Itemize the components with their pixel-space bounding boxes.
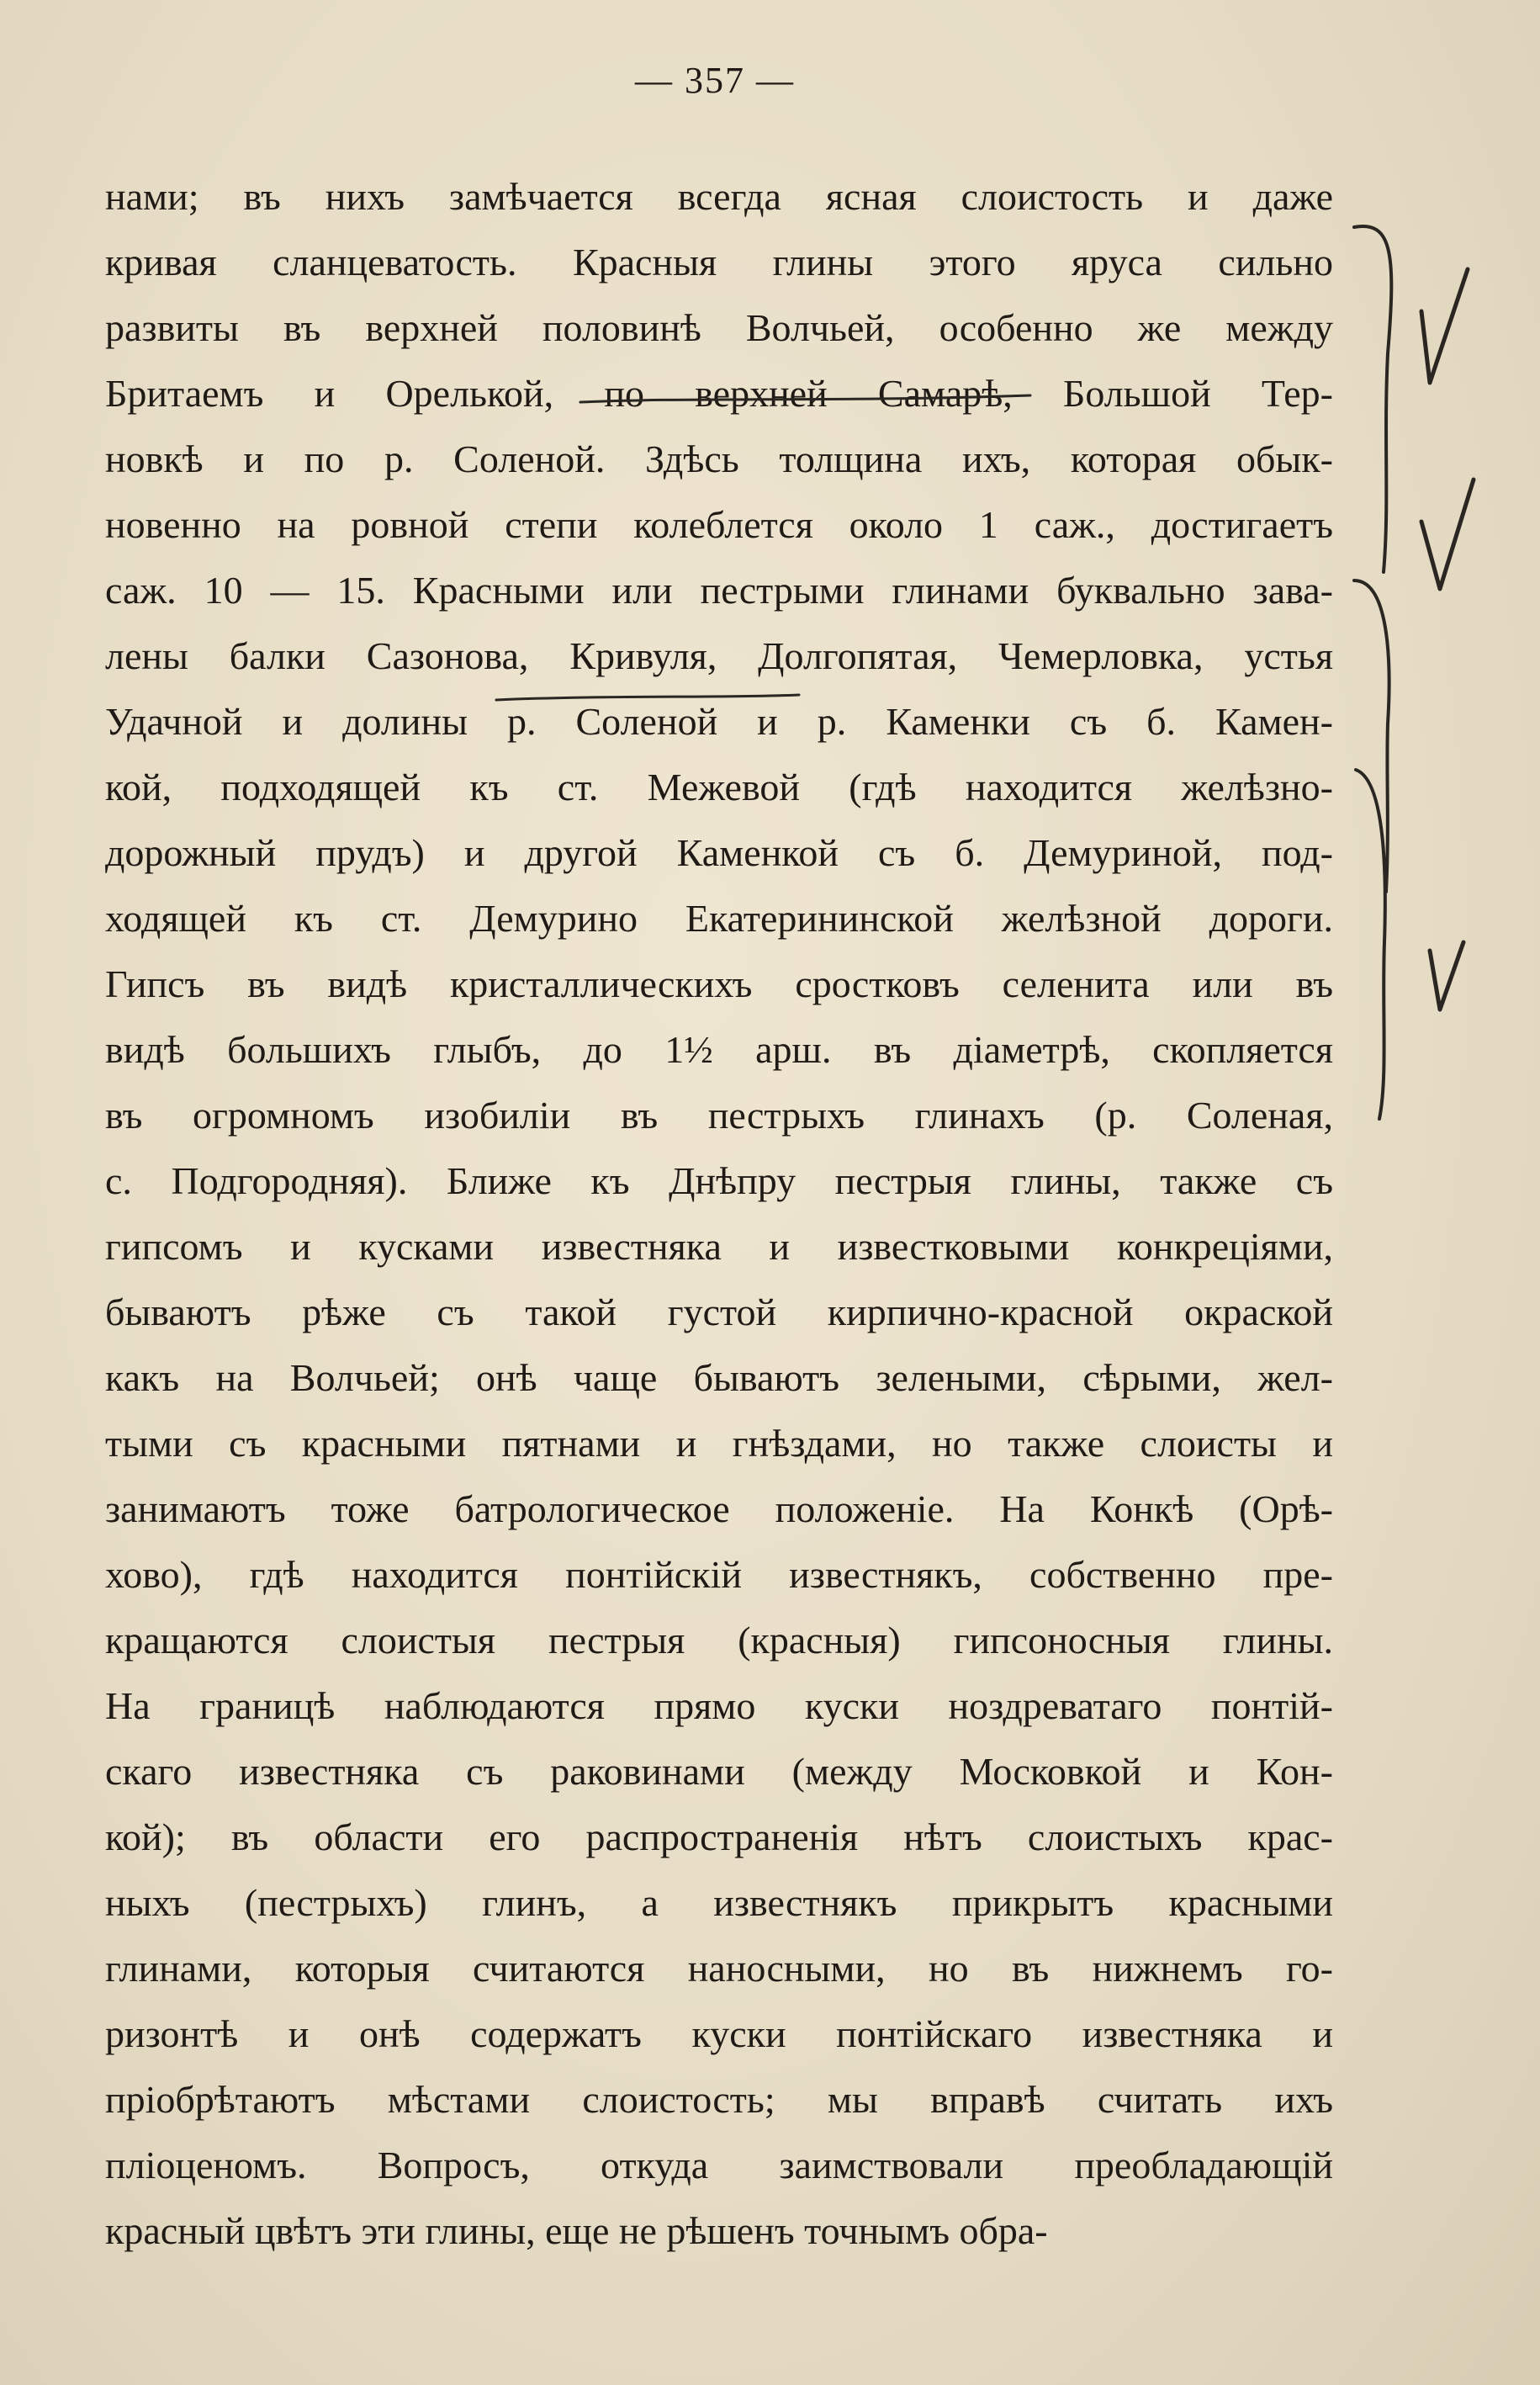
text-line: нами; въ нихъ замѣчается всегда ясная слоистость и даже [105, 175, 1333, 218]
text-line: ныхъ (пестрыхъ) глинъ, а известнякъ прикрытъ красными [105, 1881, 1333, 1924]
text-line: новенно на ровной степи колеблется около 1 саж., достигаетъ [105, 503, 1333, 546]
text-line: Бритаемъ и Орелькой, по верхней Самарѣ, Большой Тер- [105, 372, 1333, 415]
text-line: тыми съ красными пятнами и гнѣздами, но также слоисты и [105, 1422, 1333, 1465]
check-mark [1421, 269, 1468, 383]
text-line: гипсомъ и кусками известняка и известковыми конкреціями, [105, 1225, 1333, 1268]
text-line: лены балки Сазонова, Кривуля, Долгопятая, Чемерловка, устья [105, 634, 1333, 677]
check-mark [1421, 480, 1474, 589]
margin-bracket [1356, 770, 1385, 1119]
text-line: какъ на Волчьей; онѣ чаще бываютъ зелеными, сѣрыми, жел- [105, 1356, 1333, 1399]
text-line: пліоценомъ. Вопросъ, откуда заимствовали преобладающій [105, 2144, 1333, 2186]
text-line: въ огромномъ изобиліи въ пестрыхъ глинахъ (р. Соленая, [105, 1094, 1333, 1137]
margin-bracket [1354, 226, 1391, 572]
text-line: занимаютъ тоже батрологическое положеніе. На Конкѣ (Орѣ- [105, 1487, 1333, 1530]
text-line: хово), гдѣ находится понтійскій известнякъ, собственно пре- [105, 1553, 1333, 1596]
text-line: с. Подгородняя). Ближе къ Днѣпру пестрыя глины, также съ [105, 1159, 1333, 1202]
text-line: пріобрѣтаютъ мѣстами слоистость; мы вправѣ считать ихъ [105, 2078, 1333, 2121]
text-line: На границѣ наблюдаются прямо куски ноздреватаго понтій- [105, 1684, 1333, 1727]
text-line: кой, подходящей къ ст. Межевой (гдѣ находится желѣзно- [105, 766, 1333, 808]
text-line: кривая сланцеватость. Красныя глины этого яруса сильно [105, 241, 1333, 284]
text-line: кращаются слоистыя пестрыя (красныя) гипсоносныя глины. [105, 1619, 1333, 1662]
underline-mark [580, 395, 1030, 402]
text-line: кой); въ области его распространенія нѣтъ слоистыхъ крас- [105, 1815, 1333, 1858]
text-line: Удачной и долины р. Соленой и р. Каменки съ б. Камен- [105, 700, 1333, 743]
text-line: новкѣ и по р. Соленой. Здѣсь толщина ихъ, которая обык- [105, 437, 1333, 480]
text-line: ризонтѣ и онѣ содержатъ куски понтійскаго известняка и [105, 2012, 1333, 2055]
page-number: — 357 — [635, 60, 795, 101]
underline-mark [496, 695, 799, 700]
text-line: дорожный прудъ) и другой Каменкой съ б. Демуриной, под- [105, 831, 1333, 874]
text-line: саж. 10 — 15. Красными или пестрыми глинами буквально зава- [105, 569, 1333, 612]
text-line: Гипсъ въ видѣ кристаллическихъ сростковъ селенита или въ [105, 962, 1333, 1005]
text-line: бываютъ рѣже съ такой густой кирпично-красной окраской [105, 1291, 1333, 1333]
text-line: видѣ большихъ глыбъ, до 1½ арш. въ діаметрѣ, скопляется [105, 1028, 1333, 1071]
check-mark [1430, 942, 1463, 1010]
text-line: ходящей къ ст. Демурино Екатерининской желѣзной дороги. [105, 897, 1333, 940]
text-line: развиты въ верхней половинѣ Волчьей, особенно же между [105, 306, 1333, 349]
text-line: глинами, которыя считаются наносными, но въ нижнемъ го- [105, 1947, 1333, 1990]
text-line: скаго известняка съ раковинами (между Московкой и Кон- [105, 1750, 1333, 1793]
text-line: красный цвѣтъ эти глины, еще не рѣшенъ точнымъ обра- [105, 2209, 1048, 2252]
